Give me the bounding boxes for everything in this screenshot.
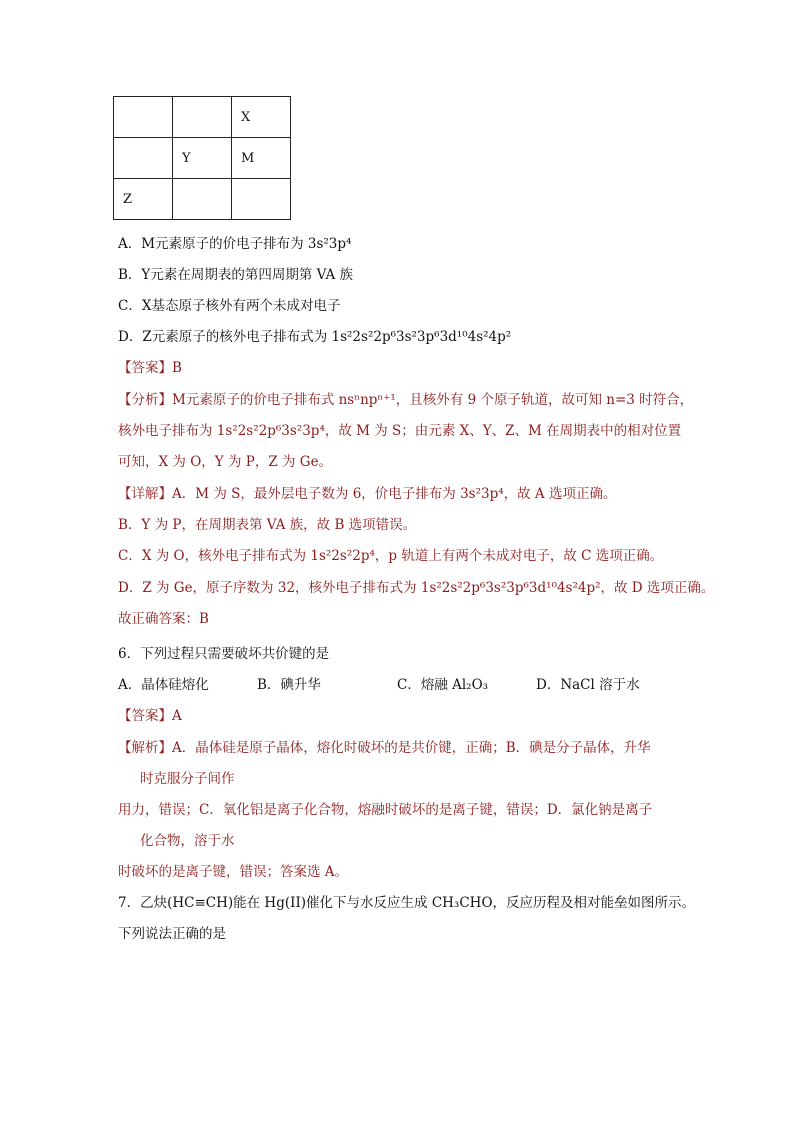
q5-detail-a [118,482,616,502]
analysis-tag: 【分析】 [118,392,172,408]
q5-answer [118,356,182,376]
q6-explain-line-2: 时克服分子间作 [140,771,235,787]
table-cell: M [232,138,291,179]
table-cell [114,138,173,179]
table-cell [173,179,232,220]
q6-explain-line-5: 时破坏的是离子键，错误；答案选 A。 [118,864,349,880]
detail-text: A．M 为 S，最外层电子数为 6，价电子排布为 3s²3p⁴，故 A 选项正确。 [172,486,617,502]
answer-tag: 【答案】 [118,360,172,376]
q6-answer [118,704,182,724]
detail-tag: 【详解】 [118,486,172,502]
q5-option-a: A．M元素原子的价电子排布为 3s²3p⁴ [118,236,352,252]
explain-text: A．晶体硅是原子晶体，熔化时破坏的是共价键，正确；B．碘是分子晶体，升华 [172,740,651,756]
q5-detail-b: B．Y 为 P，在周期表第 VA 族，故 B 选项错误。 [118,517,417,533]
analysis-text: M元素原子的价电子排布式 nsⁿnpⁿ⁺¹，且核外有 9 个原子轨道，故可知 n=3 时符合， [172,392,694,408]
q5-analysis-line-2: 核外电子排布为 1s²2s²2p⁶3s²3p⁴，故 M 为 S；由元素 X、Y、Z、M 在周期表中的相对位置 [118,423,682,439]
table-cell: Z [114,179,173,220]
answer-value: A [172,708,182,724]
q5-option-c: C．X基态原子核外有两个未成对电子 [118,298,341,314]
q5-final-answer: 故正确答案：B [118,611,209,627]
answer-tag: 【答案】 [118,708,172,724]
table-cell [173,97,232,138]
table-cell: X [232,97,291,138]
q6-option-a: A．晶体硅熔化 [118,677,209,693]
answer-value: B [172,360,182,376]
q5-option-d: D．Z元素原子的核外电子排布式为 1s²2s²2p⁶3s²3p⁶3d¹⁰4s²4p² [118,329,512,345]
q6-explain-line-3: 用力，错误；C．氧化铝是离子化合物，熔融时破坏的是离子键，错误；D．氯化钠是离子 [118,802,653,818]
periodic-position-table [113,96,291,220]
q7-stem-line-2: 下列说法正确的是 [118,926,226,942]
q6-option-b: B．碘升华 [257,677,321,693]
q5-analysis-line-3: 可知，X 为 O，Y 为 P，Z 为 Ge。 [118,454,333,470]
q6-option-c: C．熔融 Al₂O₃ [397,677,489,693]
q5-option-b: B．Y元素在周期表的第四周期第 VA 族 [118,267,353,283]
table-cell [114,97,173,138]
explain-tag: 【解析】 [118,740,172,756]
q5-analysis-line-1 [118,388,693,408]
q6-explain-line-4: 化合物，溶于水 [140,833,235,849]
q6-option-d: D．NaCl 溶于水 [536,677,640,693]
q7-stem-line-1: 7．乙炔(HC≡CH)能在 Hg(II)催化下与水反应生成 CH₃CHO，反应历程及相对能垒如图所示。 [118,895,696,911]
q6-stem: 6．下列过程只需要破坏共价键的是 [118,646,330,662]
q6-explain-line-1 [118,736,651,756]
q5-detail-d: D．Z 为 Ge，原子序数为 32，核外电子排布式为 1s²2s²2p⁶3s²3p⁶3d¹⁰4s²4p²，故 D 选项正确。 [118,580,715,596]
table-cell: Y [173,138,232,179]
q5-detail-c: C．X 为 O，核外电子排布式为 1s²2s²2p⁴，p 轨道上有两个未成对电子，故 C 选项正确。 [118,548,664,564]
table-cell [232,179,291,220]
